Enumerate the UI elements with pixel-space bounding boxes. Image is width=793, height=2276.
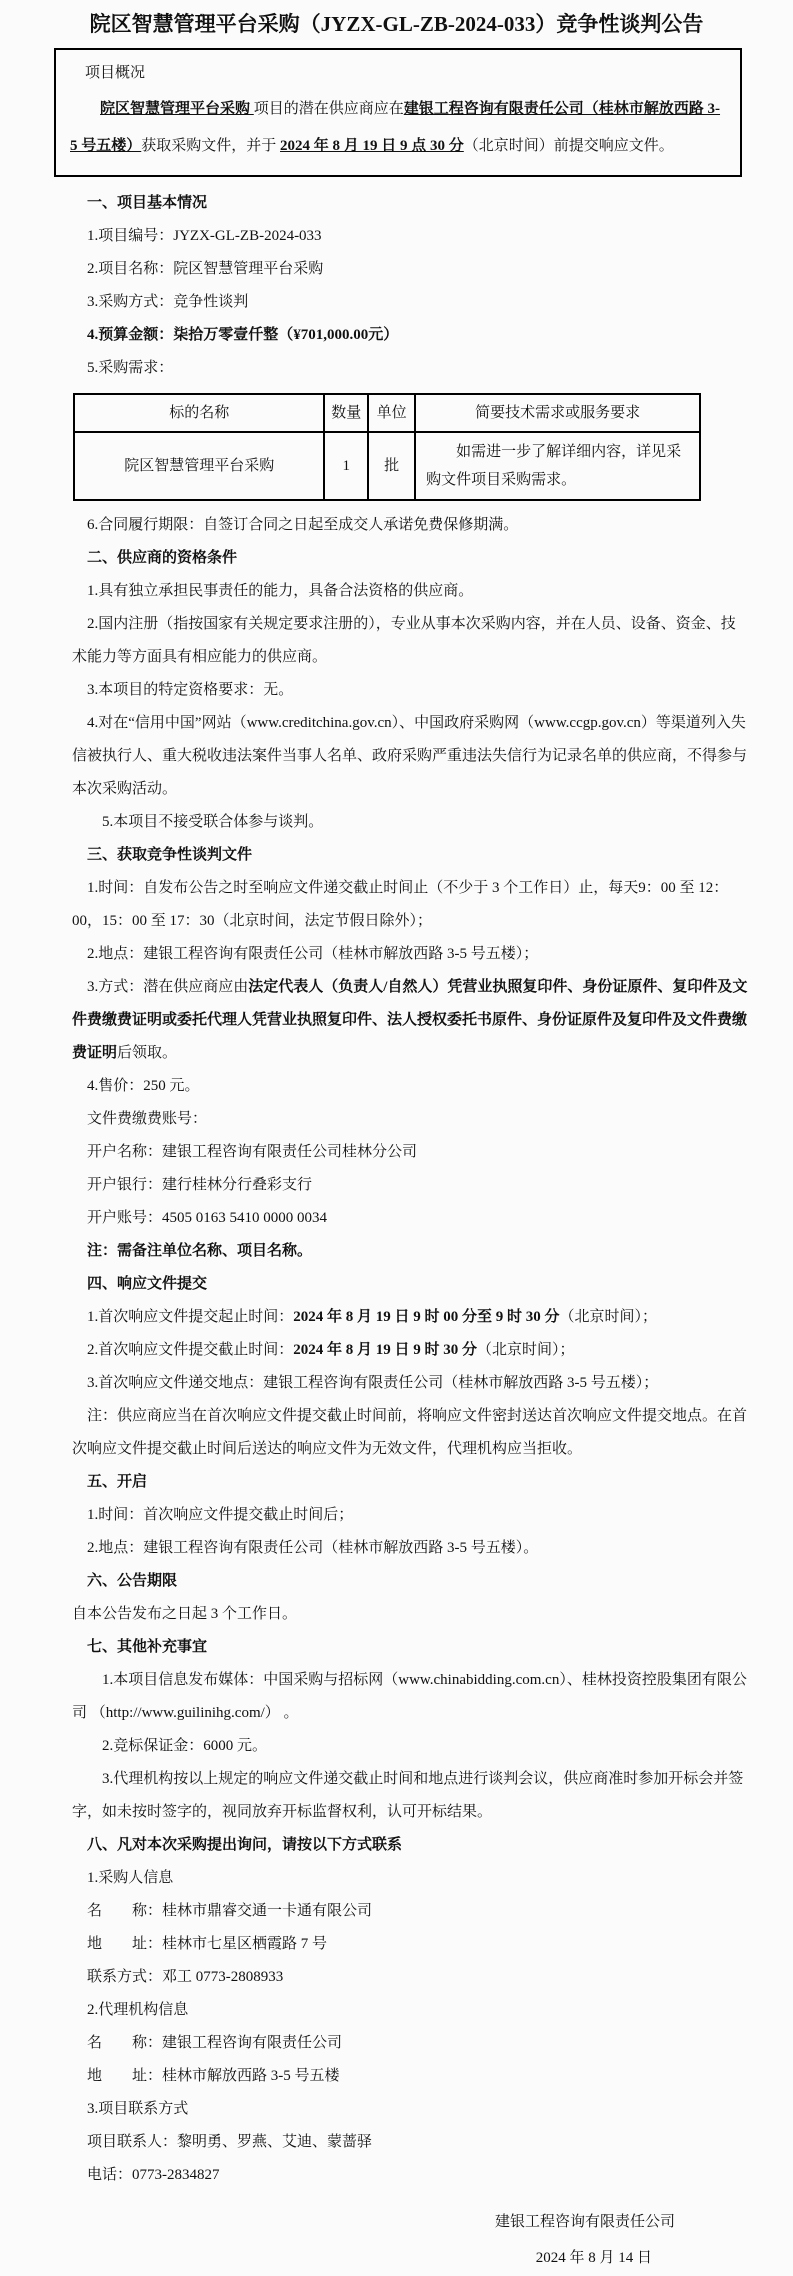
paragraph (72, 1598, 748, 1631)
text-run: 2.地点：建银工程咨询有限责任公司（桂林市解放西路 3-5 号五楼）。 (87, 1540, 539, 1556)
paragraph (72, 2060, 748, 2093)
text-run: （北京时间）； (559, 1309, 658, 1325)
text-run: 5.本项目不接受联合体参与谈判。 (102, 814, 324, 830)
text-run: 四、响应文件提交 (87, 1276, 208, 1292)
section-heading (72, 1565, 748, 1598)
text-run: 三、获取竞争性谈判文件 (87, 847, 253, 863)
paragraph (72, 1994, 748, 2027)
paragraph (72, 2027, 748, 2060)
text-run: 6.合同履行期限：自签订合同之日起至成交人承诺免费保修期满。 (87, 517, 519, 533)
text-run: 3.方式：潜在供应商应由 (87, 979, 249, 995)
paragraph (72, 509, 748, 542)
text-run: 4.售价：250 元。 (87, 1078, 200, 1094)
text-run: 文件费缴费账号： (87, 1111, 208, 1127)
text-run: 地 址：桂林市解放西路 3-5 号五楼 (87, 2068, 340, 2084)
table-header-cell: 简要技术需求或服务要求 (415, 394, 700, 432)
text-run: （北京时间）前提交响应文件。 (463, 138, 674, 154)
text-run: 名 称：桂林市鼎睿交通一卡通有限公司 (87, 1903, 373, 1919)
paragraph (72, 1334, 748, 1367)
text-run: 项目的潜在供应商应在 (253, 101, 404, 117)
text-run: 自本公告发布之日起 3 个工作日。 (72, 1606, 298, 1622)
text-run: 2.竞标保证金：6000 元。 (102, 1738, 268, 1754)
text-run: 4.对在“信用中国”网站（www.creditchina.gov.cn）、中国政府采购网（www.ccgp.gov.cn）等渠道列入失 信被执行人、重大税收违法案件当事人名单、政府采购严重违法失信行为记录名单的供应商，不得参与本次采购活动。 (72, 715, 748, 797)
table-cell: 1 (324, 432, 368, 500)
text-run: 5.采购需求： (87, 360, 174, 376)
text-run: 一、项目基本情况 (87, 195, 208, 211)
text-run: 2024 年 8 月 19 日 9 点 30 分 (280, 138, 464, 154)
text-run: 开户账号：4505 0163 5410 0000 0034 (87, 1210, 328, 1226)
paragraph (72, 1169, 748, 1202)
section-heading (72, 1829, 748, 1862)
text-run: 2.国内注册（指按国家有关规定要求注册的），专业从事本次采购内容，并在人员、设备、资金、技术能力等方面具有相应能力的供应商。 (72, 616, 736, 665)
text-run: 2.首次响应文件提交截止时间： (87, 1342, 294, 1358)
paragraph (72, 1532, 748, 1565)
paragraph (72, 971, 748, 1070)
text-run: 1.首次响应文件提交起止时间： (87, 1309, 294, 1325)
paragraph (72, 1961, 748, 1994)
paragraph (72, 674, 748, 707)
paragraph (72, 1301, 748, 1334)
paragraph (72, 575, 748, 608)
section-heading (72, 542, 748, 575)
paragraph (72, 872, 748, 938)
paragraph (72, 1862, 748, 1895)
text-run: 1.具有独立承担民事责任的能力，具备合法资格的供应商。 (87, 583, 474, 599)
table-cell: 批 (368, 432, 415, 500)
text-run: 联系方式：邓工 0773-2808933 (87, 1969, 284, 1985)
paragraph (72, 1895, 748, 1928)
paragraph (72, 1235, 748, 1268)
overview-label: 项目概况 (85, 65, 146, 81)
text-run: 电话：0773-2834827 (87, 2167, 220, 2183)
table-header-row (74, 394, 700, 432)
section-heading (72, 839, 748, 872)
paragraph (72, 2159, 748, 2192)
signature-block (72, 2204, 748, 2276)
section-heading (72, 1631, 748, 1664)
issue-date: 2024 年 8 月 14 日 (535, 2250, 652, 2266)
text-run: 1.时间：自发布公告之时至响应文件递交截止时间止（不少于 3 个工作日）止，每天9：00 至 12：00，15：00 至 17：30（北京时间，法定节假日除外）； (72, 880, 729, 929)
paragraph (72, 1367, 748, 1400)
table-cell: 院区智慧管理平台采购 (74, 432, 324, 500)
issuer-name: 建银工程咨询有限责任公司 (494, 2214, 675, 2230)
text-run: 2.地点：建银工程咨询有限责任公司（桂林市解放西路 3-5 号五楼）； (87, 946, 539, 962)
text-run: 委托代理人凭营业执照复印件、法人授权委托书原件、身份证原件及复印件及文件费缴费证明 (72, 1012, 748, 1061)
paragraph (72, 938, 748, 971)
text-run: 地 址：桂林市七星区栖霞路 7 号 (87, 1936, 328, 1952)
text-run: 五、开启 (87, 1474, 148, 1490)
text-run: 2024 年 8 月 19 日 9 时 30 分 (293, 1342, 478, 1358)
text-run: 获取采购文件，并于 (141, 138, 281, 154)
project-overview-box (54, 48, 742, 177)
text-run: 后领取。 (117, 1045, 178, 1061)
paragraph (72, 1103, 748, 1136)
text-run: 1.项目编号：JYZX-GL-ZB-2024-033 (87, 228, 322, 244)
text-run: 3.首次响应文件递交地点：建银工程咨询有限责任公司（桂林市解放西路 3-5 号五楼）； (87, 1375, 659, 1391)
paragraph (72, 1664, 748, 1730)
text-run: 七、其他补充事宜 (87, 1639, 208, 1655)
text-run: 或 (162, 1012, 178, 1028)
table-header-cell: 数量 (324, 394, 368, 432)
text-run: 项目联系人：黎明勇、罗燕、艾迪、蒙蔷驿 (87, 2134, 373, 2150)
section-heading (72, 1268, 748, 1301)
paragraph (72, 253, 748, 286)
paragraph (72, 1730, 748, 1763)
paragraph (72, 319, 748, 352)
text-run: 1.时间：首次响应文件提交截止时间后； (87, 1507, 354, 1523)
text-run: 2.项目名称：院区智慧管理平台采购 (87, 261, 324, 277)
overview-paragraph (70, 91, 726, 165)
table-header-cell: 单位 (368, 394, 415, 432)
table-row (74, 432, 700, 500)
text-run: 二、供应商的资格条件 (87, 550, 238, 566)
section-heading (72, 1466, 748, 1499)
paragraph (72, 1202, 748, 1235)
text-run: 1.采购人信息 (87, 1870, 174, 1886)
text-run: 1.本项目信息发布媒体：中国采购与招标网（www.chinabidding.com.cn）、桂林投资控股集团有限公司 （http://www.guilinihg.com/） 。 (72, 1672, 747, 1721)
paragraph (72, 608, 748, 674)
text-run: 八、凡对本次采购提出询问，请按以下方式联系 (87, 1837, 403, 1853)
paragraph (72, 1499, 748, 1532)
text-run: 4.预算金额：柒拾万零壹仟整（¥701,000.00元） (87, 327, 399, 343)
document-body-part1 (72, 187, 748, 385)
table-cell: 如需进一步了解详细内容，详见采购文件项目采购需求。 (415, 432, 700, 500)
document-body-part2 (72, 509, 748, 2192)
paragraph (72, 1400, 748, 1466)
paragraph (72, 2093, 748, 2126)
text-run: 注：需备注单位名称、项目名称。 (87, 1243, 313, 1259)
text-run: 3.采购方式：竞争性谈判 (87, 294, 249, 310)
paragraph (72, 1763, 748, 1829)
paragraph (72, 1136, 748, 1169)
section-heading (72, 187, 748, 220)
paragraph (72, 352, 748, 385)
text-run: 院区智慧管理平台采购 (100, 101, 254, 117)
paragraph (72, 806, 748, 839)
text-run: 2.代理机构信息 (87, 2002, 189, 2018)
text-run: 开户银行：建行桂林分行叠彩支行 (87, 1177, 313, 1193)
text-run: 3.本项目的特定资格要求：无。 (87, 682, 294, 698)
table-header-cell: 标的名称 (74, 394, 324, 432)
text-run: 3.代理机构按以上规定的响应文件递交截止时间和地点进行谈判会议，供应商准时参加开标会并签字，如未按时签字的，视同放弃开标监督权利，认可开标结果。 (72, 1771, 744, 1820)
paragraph (72, 1928, 748, 1961)
text-run: 开户名称：建银工程咨询有限责任公司桂林分公司 (87, 1144, 418, 1160)
text-run: 六、公告期限 (87, 1573, 178, 1589)
text-run: 建银工程咨询有限责任公司（桂林市解放西路 3-5 号五楼） (70, 101, 721, 154)
paragraph (72, 2126, 748, 2159)
text-run: 法定代表人（负责人/自然人）凭营业执照复印件、身份证原件、复印件及文件费缴费证明 (72, 979, 748, 1028)
page-title: 院区智慧管理平台采购（JYZX-GL-ZB-2024-033）竞争性谈判公告 (89, 12, 704, 36)
text-run: （北京时间）； (477, 1342, 575, 1358)
text-run: 2024 年 8 月 19 日 9 时 00 分至 9 时 30 分 (293, 1309, 560, 1325)
paragraph (72, 707, 748, 806)
requirements-table (73, 393, 701, 501)
text-run: 注：供应商应当在首次响应文件提交截止时间前，将响应文件密封送达首次响应文件提交地点。在首次响应文件提交截止时间后送达的响应文件为无效文件，代理机构应当拒收。 (72, 1408, 748, 1457)
paragraph (72, 286, 748, 319)
paragraph (72, 1070, 748, 1103)
text-run: 名 称：建银工程咨询有限责任公司 (87, 2035, 343, 2051)
text-run: 3.项目联系方式 (87, 2101, 189, 2117)
paragraph (72, 220, 748, 253)
